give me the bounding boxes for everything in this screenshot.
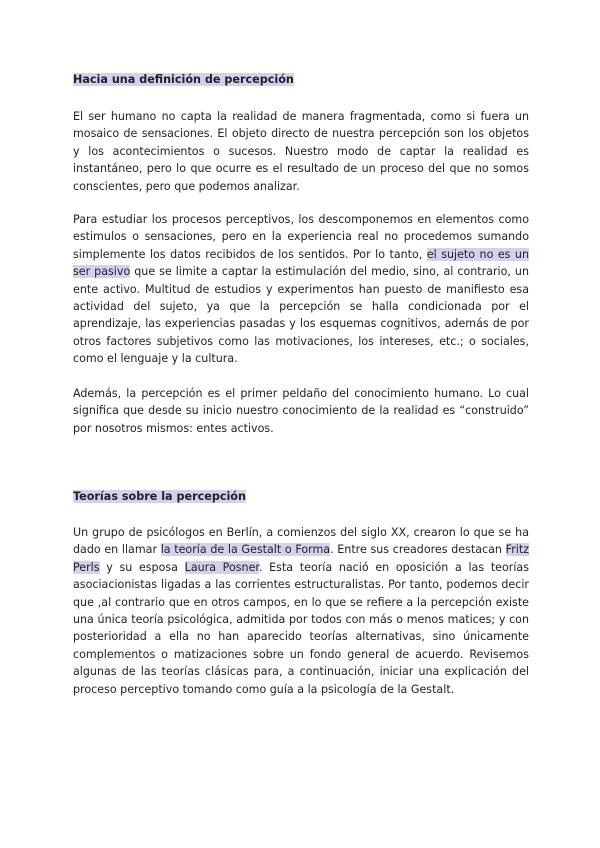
highlight-active-subject: el sujeto no es un ser pasivo bbox=[73, 247, 529, 279]
paragraph-4 bbox=[73, 524, 529, 698]
paragraph-4-text-b: . Entre sus creadores destacan bbox=[330, 543, 506, 557]
paragraph-2-text-a: Para estudiar los procesos perceptivos, los descomponemos en elementos como estimulos o sensaciones, pero en la experiencia real no procedemos sumando simplemente los datos recibidos de los sentidos. Por lo tanto, bbox=[73, 213, 529, 261]
paragraph-3: Además, la percepción es el primer peldaño del conocimiento humano. Lo cual significa que desde su inicio nuestro conocimiento de la realidad es “construido” por nosotros mismos: entes activos. bbox=[73, 387, 529, 435]
highlight-gestalt-theory: la teoría de la Gestalt o Forma bbox=[160, 543, 331, 557]
paragraph-4-text-d: . Esta teoría nació en oposición a las teorías asociacionistas ligadas a las corrientes estructuralistas. Por tanto, podemos decir que ,al contrario que en otros campos, en lo que se refiere a la percepción existe una única teoría psicológica, admitida por todos con más o menos matices; y con posterioridad a ella no han aparecido teorías alternativas, sino únicamente complementos o matizaciones sobre un fondo general de acuerdo. Revisemos algunas de las teorías clásicas para, a continuación, iniciar una explicación del proceso perceptivo tomando como guía a la psicología de la Gestalt. bbox=[73, 560, 529, 696]
paragraph-4-text-a: Un grupo de psicólogos en Berlín, a comienzos del siglo XX, crearon lo que se ha dado en llamar bbox=[73, 526, 529, 557]
section-heading-perception-definition bbox=[73, 72, 294, 87]
heading-highlight: Hacia una definición de percepción bbox=[73, 73, 294, 86]
highlight-fritz-perls: Fritz Perls bbox=[73, 543, 530, 574]
highlight-laura-posner: Laura Posner bbox=[184, 560, 259, 574]
section-heading-perception-theories bbox=[73, 489, 246, 504]
paragraph-2-text-b: que se limite a captar la estimulación del medio, sino, al contrario, un ente activo. Multitud de estudios y experimentos han puesto de manifiesto esa actividad del sujeto, ya que la percepción se halla condicionada por el aprendizaje, las experiencias pasadas y los esquemas cognitivos, además de por otros factores subjetivos como las motivaciones, los intereses, etc.; o sociales, como el lenguaje y la cultura. bbox=[73, 265, 529, 366]
paragraph-2 bbox=[73, 211, 529, 368]
paragraph-1: El ser humano no capta la realidad de manera fragmentada, como si fuera un mosaico de sensaciones. El objeto directo de nuestra percepción son los objetos y los acontecimientos o sucesos. Nuestro modo de captar la realidad es instantáneo, pero lo que ocurre es el resultado de un proceso del que no somos conscientes, pero que podemos analizar. bbox=[73, 110, 529, 193]
heading-highlight: Teorías sobre la percepción bbox=[73, 490, 246, 503]
paragraph-4-text-c: y su esposa bbox=[99, 560, 185, 574]
